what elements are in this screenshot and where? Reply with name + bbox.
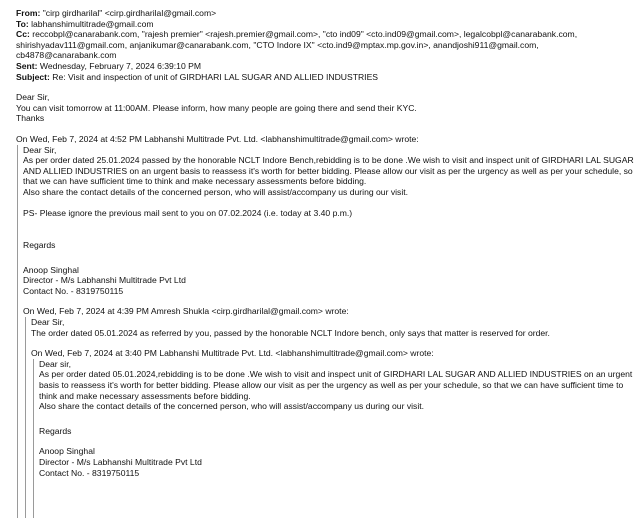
quote-regards: Regards	[23, 240, 56, 251]
reply-greeting: Dear Sir,	[16, 92, 50, 103]
to-value[interactable]: labhanshimultitrade@gmail.com	[28, 18, 154, 29]
quote-body: As per order dated 05.01.2024,rebidding is to be done .We wish to visit and inspect unit of GIRDHARI LAL SUGAR AND ALLIED INDUSTRIES on an urgent basis to reassess it's worth for better bidding. Please allow our visit as per the urgency as well as per your schedule, so that we can have sufficient time to think and make necessary assessments before bidding.	[39, 369, 633, 401]
signature-name: Anoop Singhal	[23, 264, 79, 275]
quote-body-2: Also share the contact details of the concerned person, who will assist/accompany us during our visit.	[39, 401, 425, 412]
subject-value: Re: Visit and inspection of unit of GIRDHARI LAL SUGAR AND ALLIED INDUSTRIES	[49, 71, 379, 82]
to-label: To:	[16, 18, 29, 29]
sent-label: Sent:	[16, 60, 38, 71]
to-line	[16, 19, 636, 30]
quoted-message-2	[23, 306, 636, 518]
cc-line	[16, 29, 636, 61]
quote-greeting: Dear sir,	[39, 358, 71, 369]
quote-attribution: On Wed, Feb 7, 2024 at 3:40 PM Labhanshi Multitrade Pvt. Ltd. <labhanshimultitrade@gmail.com> wrote:	[31, 348, 434, 359]
quote-attribution: On Wed, Feb 7, 2024 at 4:39 PM Amresh Shukla <cirp.girdharilal@gmail.com> wrote:	[23, 306, 349, 317]
cc-label: Cc:	[16, 29, 30, 40]
signature-title: Director - M/s Labhanshi Multitrade Pvt Ltd	[23, 275, 186, 286]
quote-body-2: Also share the contact details of the concerned person, who will assist/accompany us during our visit.	[23, 186, 409, 197]
sent-value: Wednesday, February 7, 2024 6:39:10 PM	[37, 60, 202, 71]
subject-label: Subject:	[16, 71, 50, 82]
from-label: From:	[16, 8, 41, 18]
reply-line-2: Thanks	[16, 113, 45, 124]
email-page	[16, 8, 636, 518]
quote-regards: Regards	[39, 425, 72, 436]
quoted-message-1	[16, 134, 636, 518]
signature-contact: Contact No. - 8319750115	[39, 467, 140, 478]
quote-attribution: On Wed, Feb 7, 2024 at 4:52 PM Labhanshi Multitrade Pvt. Ltd. <labhanshimultitrade@gmail.com> wrote:	[16, 133, 419, 144]
quote-ps: PS- Please ignore the previous mail sent to you on 07.02.2024 (i.e. today at 3.40 p.m.)	[23, 207, 353, 218]
quote-body: The order dated 05.01.2024 as referred by you, passed by the honorable NCLT Indore bench, only says that matter is reserved for order.	[31, 327, 550, 338]
quoted-message-3	[31, 348, 636, 518]
subject-line	[16, 72, 636, 83]
signature-contact: Contact No. - 8319750115	[23, 285, 124, 296]
cc-value[interactable]: reccobpl@canarabank.com, "rajesh premier" <rajesh.premier@gmail.com>, "cto ind09" <cto.ind09@gmail.com>, legalcobpl@canarabank.com, shirishyadav111@gmail.com, anjanikumar@canarabank.com, "CTO Indore IX" <cto.ind9@mptax.mp.gov.in>, anandjoshi911@gmail.com, cb4878@canarabank.com	[16, 29, 578, 61]
from-line	[16, 8, 636, 19]
quote-greeting: Dear Sir,	[31, 317, 65, 328]
reply-body	[16, 92, 636, 124]
quote-body: As per order dated 25.01.2024 passed by the honorable NCLT Indore Bench,rebidding is to be done .We wish to visit and inspect unit of GIRDHARI LAL SUGAR AND ALLIED INDUSTRIES on an urgent basis to reassess it's worth for better bidding. Please allow our visit as per the urgency as well as per your schedule, so that we can have sufficient time to think and make necessary assessments before bidding.	[23, 155, 634, 187]
from-value[interactable]: "cirp girdharilal" <cirp.girdharilal@gmail.com>	[40, 8, 217, 18]
email-header	[16, 8, 636, 82]
quote-greeting: Dear Sir,	[23, 144, 57, 155]
reply-line-1: You can visit tomorrow at 11:00AM. Please inform, how many people are going there and send their KYC.	[16, 102, 417, 113]
quote-block	[25, 317, 636, 518]
signature-name: Anoop Singhal	[39, 446, 95, 457]
quote-block	[17, 145, 636, 519]
sent-line	[16, 61, 636, 72]
quote-block	[33, 359, 636, 518]
signature-title: Director - M/s Labhanshi Multitrade Pvt Ltd	[39, 457, 202, 467]
